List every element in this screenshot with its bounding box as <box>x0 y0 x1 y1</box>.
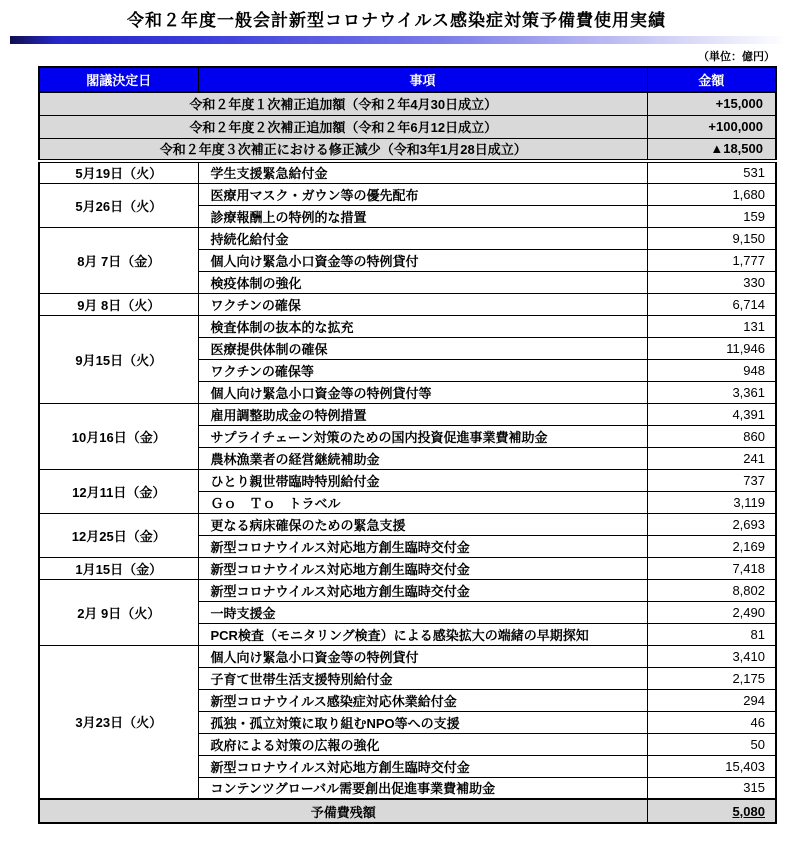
summary-row <box>39 92 776 115</box>
item-cell: 新型コロナウイルス対応地方創生臨時交付金 <box>198 557 647 579</box>
amount-cell: 4,391 <box>647 403 776 425</box>
reserve-fund-table <box>38 66 777 824</box>
item-cell: 個人向け緊急小口資金等の特例貸付 <box>198 645 647 667</box>
footer-amount-value: 5,080 <box>732 803 765 819</box>
item-cell: 農林漁業者の経営継続補助金 <box>198 447 647 469</box>
date-cell: 12月25日（金） <box>39 513 198 557</box>
item-row <box>39 557 776 579</box>
date-cell: 9月 8日（火） <box>39 293 198 315</box>
header-cabinet-decision-date: 閣議決定日 <box>39 67 198 92</box>
amount-cell: 241 <box>647 447 776 469</box>
summary-row <box>39 138 776 161</box>
amount-cell: 948 <box>647 359 776 381</box>
amount-cell: 159 <box>647 205 776 227</box>
item-cell: 新型コロナウイルス対応地方創生臨時交付金 <box>198 579 647 601</box>
header-amount: 金額 <box>647 67 776 92</box>
amount-cell: 315 <box>647 777 776 799</box>
summary-amount: +15,000 <box>647 92 776 115</box>
item-cell: 持続化給付金 <box>198 227 647 249</box>
amount-cell: 81 <box>647 623 776 645</box>
item-row <box>39 469 776 491</box>
item-cell: 検疫体制の強化 <box>198 271 647 293</box>
date-cell: 12月11日（金） <box>39 469 198 513</box>
title-underline-bar <box>10 36 787 44</box>
amount-cell: 3,361 <box>647 381 776 403</box>
item-cell: 個人向け緊急小口資金等の特例貸付等 <box>198 381 647 403</box>
date-cell: 3月23日（火） <box>39 645 198 799</box>
header-item: 事項 <box>198 67 647 92</box>
date-cell: 9月15日（火） <box>39 315 198 403</box>
date-cell: 8月 7日（金） <box>39 227 198 293</box>
date-cell: 5月19日（火） <box>39 161 198 183</box>
item-row <box>39 315 776 337</box>
amount-cell: 294 <box>647 689 776 711</box>
item-row <box>39 513 776 535</box>
amount-cell: 1,777 <box>647 249 776 271</box>
item-row <box>39 645 776 667</box>
item-cell: サプライチェーン対策のための国内投資促進事業費補助金 <box>198 425 647 447</box>
item-cell: 個人向け緊急小口資金等の特例貸付 <box>198 249 647 271</box>
item-cell: 雇用調整助成金の特例措置 <box>198 403 647 425</box>
item-row <box>39 579 776 601</box>
item-cell: 医療用マスク・ガウン等の優先配布 <box>198 183 647 205</box>
item-row <box>39 293 776 315</box>
amount-cell: 9,150 <box>647 227 776 249</box>
item-cell: 一時支援金 <box>198 601 647 623</box>
item-cell: 政府による対策の広報の強化 <box>198 733 647 755</box>
item-cell: コンテンツグローバル需要創出促進事業費補助金 <box>198 777 647 799</box>
item-row <box>39 161 776 183</box>
item-cell: 医療提供体制の確保 <box>198 337 647 359</box>
summary-label: 令和２年度３次補正における修正減少（令和3年1月28日成立） <box>39 138 647 161</box>
amount-cell: 3,410 <box>647 645 776 667</box>
amount-cell: 1,680 <box>647 183 776 205</box>
amount-cell: 15,403 <box>647 755 776 777</box>
item-row <box>39 227 776 249</box>
table-body <box>39 92 776 823</box>
item-cell: 新型コロナウイルス対応地方創生臨時交付金 <box>198 535 647 557</box>
amount-cell: 50 <box>647 733 776 755</box>
item-cell: ひとり親世帯臨時特別給付金 <box>198 469 647 491</box>
amount-cell: 860 <box>647 425 776 447</box>
footer-label: 予備費残額 <box>39 799 647 823</box>
amount-cell: 737 <box>647 469 776 491</box>
amount-cell: 2,169 <box>647 535 776 557</box>
amount-cell: 7,418 <box>647 557 776 579</box>
item-cell: Ｇｏ Ｔｏ トラベル <box>198 491 647 513</box>
amount-cell: 131 <box>647 315 776 337</box>
item-cell: 検査体制の抜本的な拡充 <box>198 315 647 337</box>
summary-label: 令和２年度２次補正追加額（令和２年6月12日成立） <box>39 115 647 138</box>
summary-amount: +100,000 <box>647 115 776 138</box>
date-cell: 1月15日（金） <box>39 557 198 579</box>
item-cell: 新型コロナウイルス対応地方創生臨時交付金 <box>198 755 647 777</box>
summary-label: 令和２年度１次補正追加額（令和２年4月30日成立） <box>39 92 647 115</box>
item-cell: 診療報酬上の特例的な措置 <box>198 205 647 227</box>
amount-cell: 330 <box>647 271 776 293</box>
footer-row <box>39 799 776 823</box>
page-title: 令和２年度一般会計新型コロナウイルス感染症対策予備費使用実績 <box>127 11 666 30</box>
summary-amount: ▲18,500 <box>647 138 776 161</box>
amount-cell: 8,802 <box>647 579 776 601</box>
amount-cell: 6,714 <box>647 293 776 315</box>
item-cell: 更なる病床確保のための緊急支援 <box>198 513 647 535</box>
item-cell: ワクチンの確保 <box>198 293 647 315</box>
amount-cell: 531 <box>647 161 776 183</box>
item-row <box>39 183 776 205</box>
amount-cell: 11,946 <box>647 337 776 359</box>
table-header <box>39 67 776 92</box>
item-cell: 子育て世帯生活支援特別給付金 <box>198 667 647 689</box>
item-row <box>39 403 776 425</box>
item-cell: 孤独・孤立対策に取り組むNPO等への支援 <box>198 711 647 733</box>
unit-label: （単位：億円） <box>698 51 775 63</box>
amount-cell: 46 <box>647 711 776 733</box>
amount-cell: 3,119 <box>647 491 776 513</box>
date-cell: 2月 9日（火） <box>39 579 198 645</box>
amount-cell: 2,490 <box>647 601 776 623</box>
amount-cell: 2,175 <box>647 667 776 689</box>
header-row <box>39 67 776 92</box>
summary-row <box>39 115 776 138</box>
date-cell: 10月16日（金） <box>39 403 198 469</box>
item-cell: 新型コロナウイルス感染症対応休業給付金 <box>198 689 647 711</box>
footer-amount <box>647 799 776 823</box>
amount-cell: 2,693 <box>647 513 776 535</box>
item-cell: PCR検査（モニタリング検査）による感染拡大の端緒の早期探知 <box>198 623 647 645</box>
date-cell: 5月26日（火） <box>39 183 198 227</box>
item-cell: 学生支援緊急給付金 <box>198 161 647 183</box>
item-cell: ワクチンの確保等 <box>198 359 647 381</box>
